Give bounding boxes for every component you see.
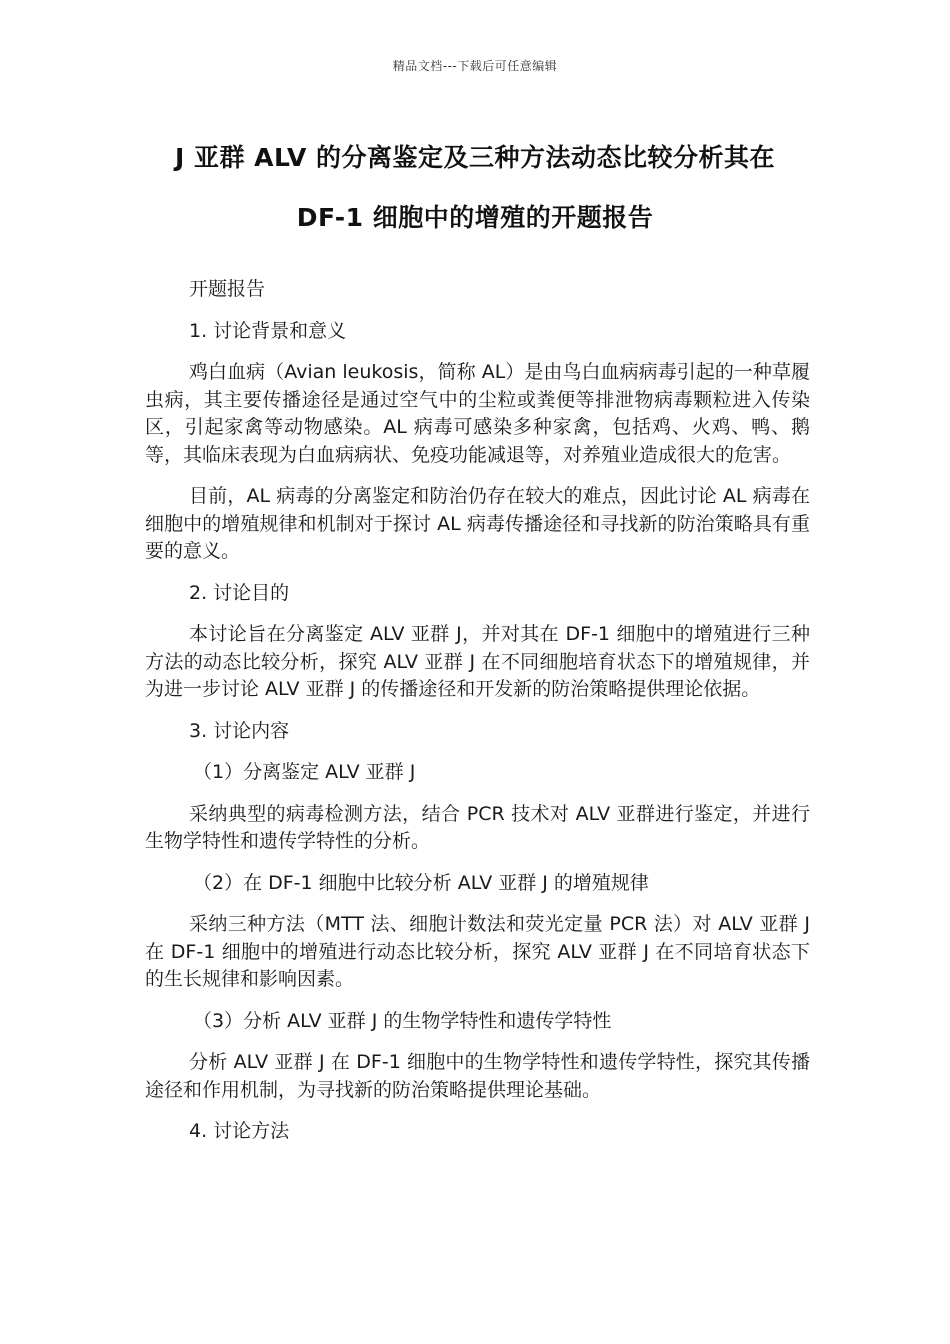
paragraph-background-1: 鸡白血病（Avian leukosis，简称 AL）是由鸟白血病病毒引起的一种草履虫病，其主要传播途径是通过空气中的尘粒或粪便等排泄物病毒颗粒进入传染区，引起家禽等动物感染。AL 病毒可感染多种家禽，包括鸡、火鸡、鸭、鹅等，其临床表现为白血病病状、免疫功能减退等，对养殖业造成很大的危害。	[145, 361, 810, 466]
paragraph-content-3: 分析 ALV 亚群 J 在 DF-1 细胞中的生物学特性和遗传学特性，探究其传播途径和作用机制，为寻找新的防治策略提供理论基础。	[145, 1051, 810, 1101]
document-body	[145, 276, 810, 1160]
paragraph-content-1: 采纳典型的病毒检测方法，结合 PCR 技术对 ALV 亚群进行鉴定，并进行生物学特性和遗传学特性的分析。	[145, 802, 810, 852]
document-title-line-2: DF-1 细胞中的增殖的开题报告	[296, 203, 654, 232]
subheading-content-3: （3）分析 ALV 亚群 J 的生物学特性和遗传学特性	[193, 1009, 612, 1032]
subheading-content-1: （1）分离鉴定 ALV 亚群 J	[193, 761, 416, 783]
section-heading-methods: 4. 讨论方法	[189, 1120, 290, 1142]
paragraph-purpose: 本讨论旨在分离鉴定 ALV 亚群 J，并对其在 DF-1 细胞中的增殖进行三种方法的动态比较分析，探究 ALV 亚群 J 在不同细胞培育状态下的增殖规律，并为进一步讨论 ALV 亚群 J 的传播途径和开发新的防治策略提供理论依据。	[145, 623, 810, 700]
section-heading-background: 1. 讨论背景和意义	[189, 319, 347, 342]
section-heading-proposal: 开题报告	[189, 278, 266, 300]
subheading-content-2: （2）在 DF-1 细胞中比较分析 ALV 亚群 J 的增殖规律	[193, 871, 649, 894]
paragraph-background-2: 目前，AL 病毒的分离鉴定和防治仍存在较大的难点，因此讨论 AL 病毒在细胞中的增殖规律和机制对于探讨 AL 病毒传播途径和寻找新的防治策略具有重要的意义。	[145, 485, 810, 562]
section-heading-content: 3. 讨论内容	[189, 719, 290, 742]
paragraph-content-2: 采纳三种方法（MTT 法、细胞计数法和荧光定量 PCR 法）对 ALV 亚群 J 在 DF-1 细胞中的增殖进行动态比较分析，探究 ALV 亚群 J 在不同培育状态下的生长规律和影响因素。	[145, 913, 810, 990]
section-heading-purpose: 2. 讨论目的	[189, 581, 290, 604]
document-title-line-1: J 亚群 ALV 的分离鉴定及三种方法动态比较分析其在	[174, 143, 776, 172]
header-watermark: 精品文档---下载后可任意编辑	[392, 59, 558, 73]
